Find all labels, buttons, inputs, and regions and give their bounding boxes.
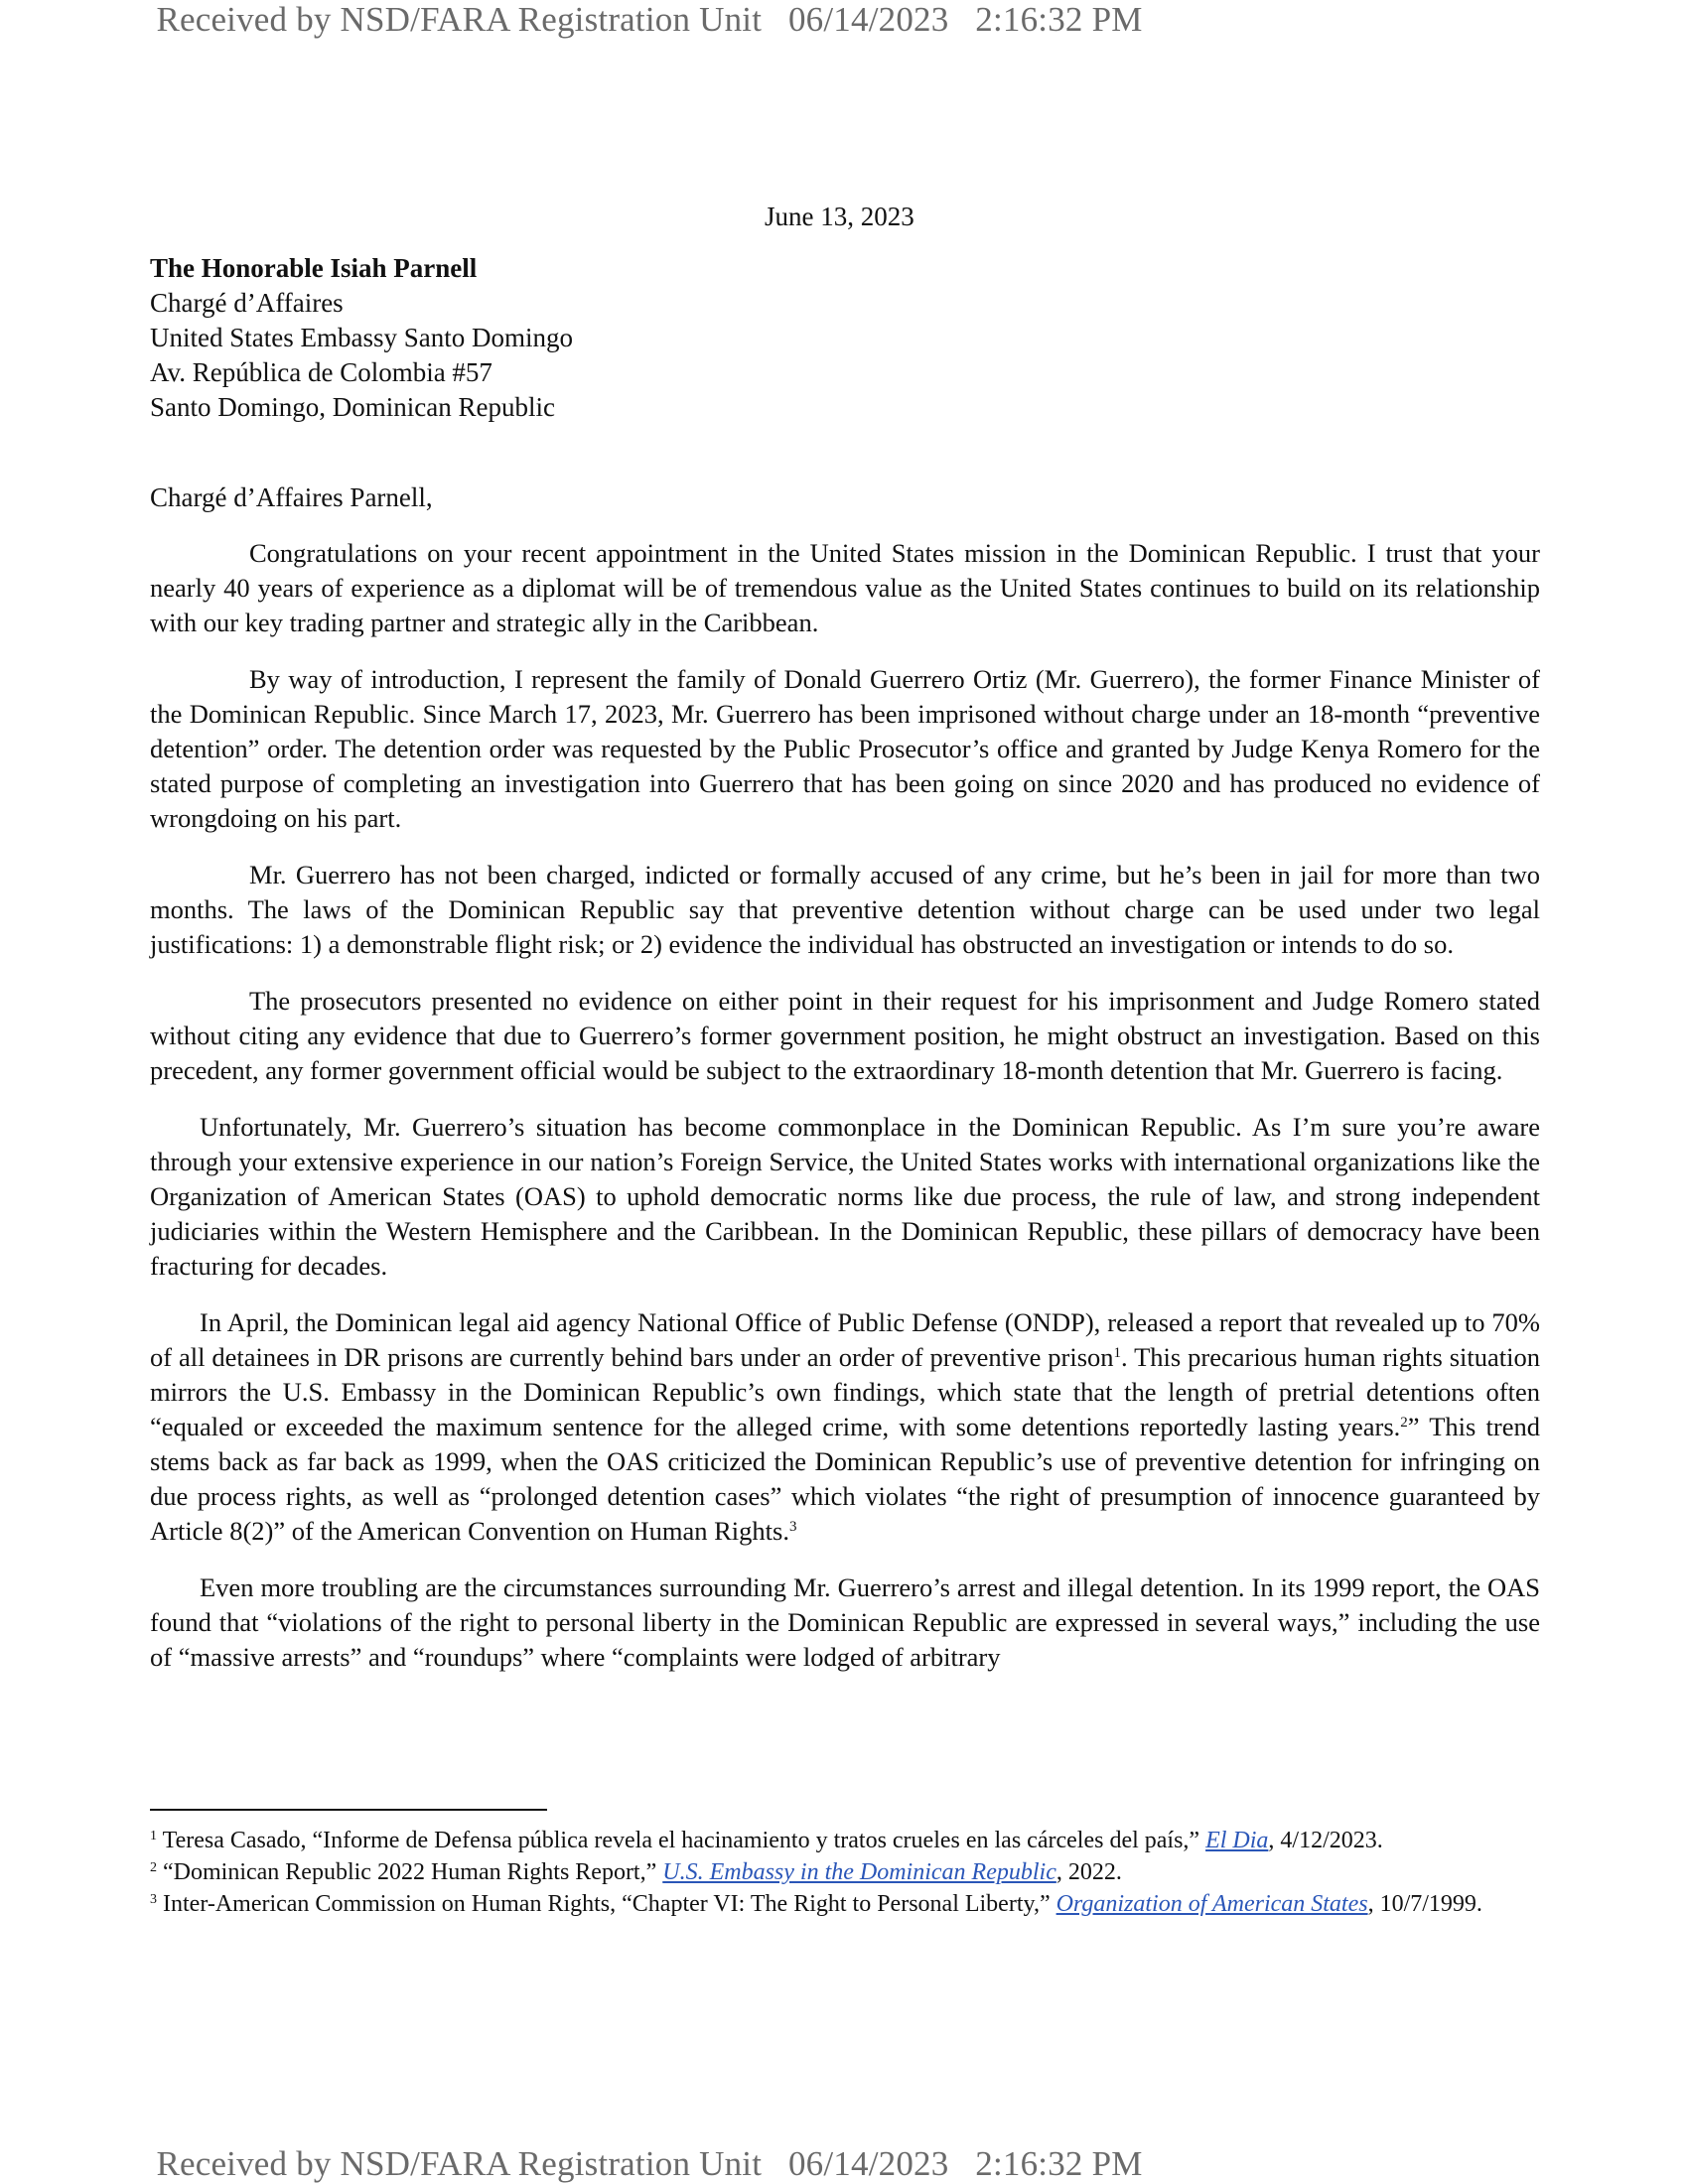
paragraph-5: Unfortunately, Mr. Guerrero’s situation has become commonplace in the Dominican Republic. As I’m sure you’re aware through your extensive experience in our nation’s Foreign Service, the United States works with international organizations like the Organization of American States (OAS) to uphold democratic norms like due process, the rule of law, and strong independent judiciaries within the Western Hemisphere and the Caribbean. In the Dominican Republic, these pillars of democracy have been fracturing for decades.: [150, 1112, 1540, 1281]
paragraph-6-part-b: . This precarious human rights situation mirrors the U.S. Embassy in the Dominican Republic’s own findings, which state that the length of pretrial detentions often “equaled or exceeded the maximum sentence for the alleged crime, with some detentions reportedly lasting years.: [150, 1342, 1540, 1441]
footnote-3: [150, 1888, 1540, 1920]
footnote-date: , 10/7/1999.: [1367, 1891, 1482, 1917]
footnote-divider: [150, 1809, 547, 1811]
footnotes: [150, 1825, 1540, 1920]
fara-received-stamp-top: Received by NSD/FARA Registration Unit 06/14/2023 2:16:32 PM: [156, 0, 1143, 39]
paragraph-6-part-c: ” This trend stems back as far back as 1999, when the OAS criticized the Dominican Republic’s use of preventive detention for infringing on due process rights, as well as “prolonged detention cases” which violates “the right of presumption of innocence guaranteed by Article 8(2)” of the American Convention on Human Rights.: [150, 1412, 1540, 1546]
recipient-name: The Honorable Isiah Parnell: [150, 253, 478, 283]
footnote-date: , 2022.: [1055, 1859, 1122, 1885]
footnote-number: 3: [150, 1892, 157, 1907]
recipient-address-block: [150, 251, 573, 425]
recipient-street: Av. República de Colombia #57: [150, 357, 492, 387]
paragraph-4: The prosecutors presented no evidence on either point in their request for his imprisonment and Judge Romero stated without citing any evidence that due to Guerrero’s former government position, he might obstruct an investigation. Based on this precedent, any former government official would be subject to the extraordinary 18-month detention that Mr. Guerrero is facing.: [150, 986, 1540, 1085]
footnote-text: “Dominican Republic 2022 Human Rights Report,”: [163, 1859, 663, 1885]
recipient-title: Chargé d’Affaires: [150, 288, 344, 318]
paragraph-2: By way of introduction, I represent the family of Donald Guerrero Ortiz (Mr. Guerrero), the former Finance Minister of the Dominican Republic. Since March 17, 2023, Mr. Guerrero has been imprisoned without charge under an 18-month “preventive detention” order. The detention order was requested by the Public Prosecutor’s office and granted by Judge Kenya Romero for the stated purpose of completing an investigation into Guerrero that has been going on since 2020 and has produced no evidence of wrongdoing on his part.: [150, 664, 1540, 833]
footnote-number: 1: [150, 1829, 157, 1843]
fara-received-stamp-bottom: Received by NSD/FARA Registration Unit 06/14/2023 2:16:32 PM: [156, 2144, 1143, 2183]
letter-body: [150, 536, 1540, 1697]
footnote-source-link[interactable]: El Dia: [1205, 1828, 1269, 1853]
footnote-1: [150, 1825, 1540, 1856]
footnote-ref-3: 3: [788, 1519, 797, 1535]
paragraph-7: Even more troubling are the circumstances surrounding Mr. Guerrero’s arrest and illegal detention. In its 1999 report, the OAS found that “violations of the right to personal liberty in the Dominican Republic are expressed in several ways,” including the use of “massive arrests” and “roundups” where “complaints were lodged of arbitrary: [150, 1572, 1540, 1672]
recipient-city: Santo Domingo, Dominican Republic: [150, 392, 555, 422]
footnote-ref-2: 2: [1400, 1415, 1408, 1431]
paragraph-3: Mr. Guerrero has not been charged, indicted or formally accused of any crime, but he’s been in jail for more than two months. The laws of the Dominican Republic say that preventive detention without charge can be used under two legal justifications: 1) a demonstrable flight risk; or 2) evidence the individual has obstructed an investigation or intends to do so.: [150, 860, 1540, 959]
recipient-organization: United States Embassy Santo Domingo: [150, 323, 573, 352]
salutation: Chargé d’Affaires Parnell,: [150, 482, 433, 512]
footnote-2: [150, 1856, 1540, 1888]
footnote-text: Teresa Casado, “Informe de Defensa pública revela el hacinamiento y tratos crueles en las cárceles del país,”: [162, 1828, 1206, 1853]
footnote-source-link[interactable]: U.S. Embassy in the Dominican Republic: [662, 1859, 1056, 1885]
paragraph-6-part-a: In April, the Dominican legal aid agency National Office of Public Defense (ONDP), released a report that revealed up to 70% of all detainees in DR prisons are currently behind bars under an order of preventive prison: [150, 1307, 1540, 1372]
footnote-ref-1: 1: [1113, 1345, 1122, 1361]
paragraph-6: [150, 1305, 1540, 1549]
footnote-source-link[interactable]: Organization of American States: [1055, 1891, 1368, 1917]
footnote-number: 2: [150, 1860, 157, 1875]
paragraph-1: Congratulations on your recent appointment in the United States mission in the Dominican Republic. I trust that your nearly 40 years of experience as a diplomat will be of tremendous value as the United States continues to build on its relationship with our key trading partner and strategic ally in the Caribbean.: [150, 538, 1540, 637]
footnote-text: Inter-American Commission on Human Rights, “Chapter VI: The Right to Personal Liberty,”: [163, 1891, 1056, 1917]
letter-date: June 13, 2023: [765, 202, 914, 231]
footnote-date: , 4/12/2023.: [1268, 1828, 1383, 1853]
